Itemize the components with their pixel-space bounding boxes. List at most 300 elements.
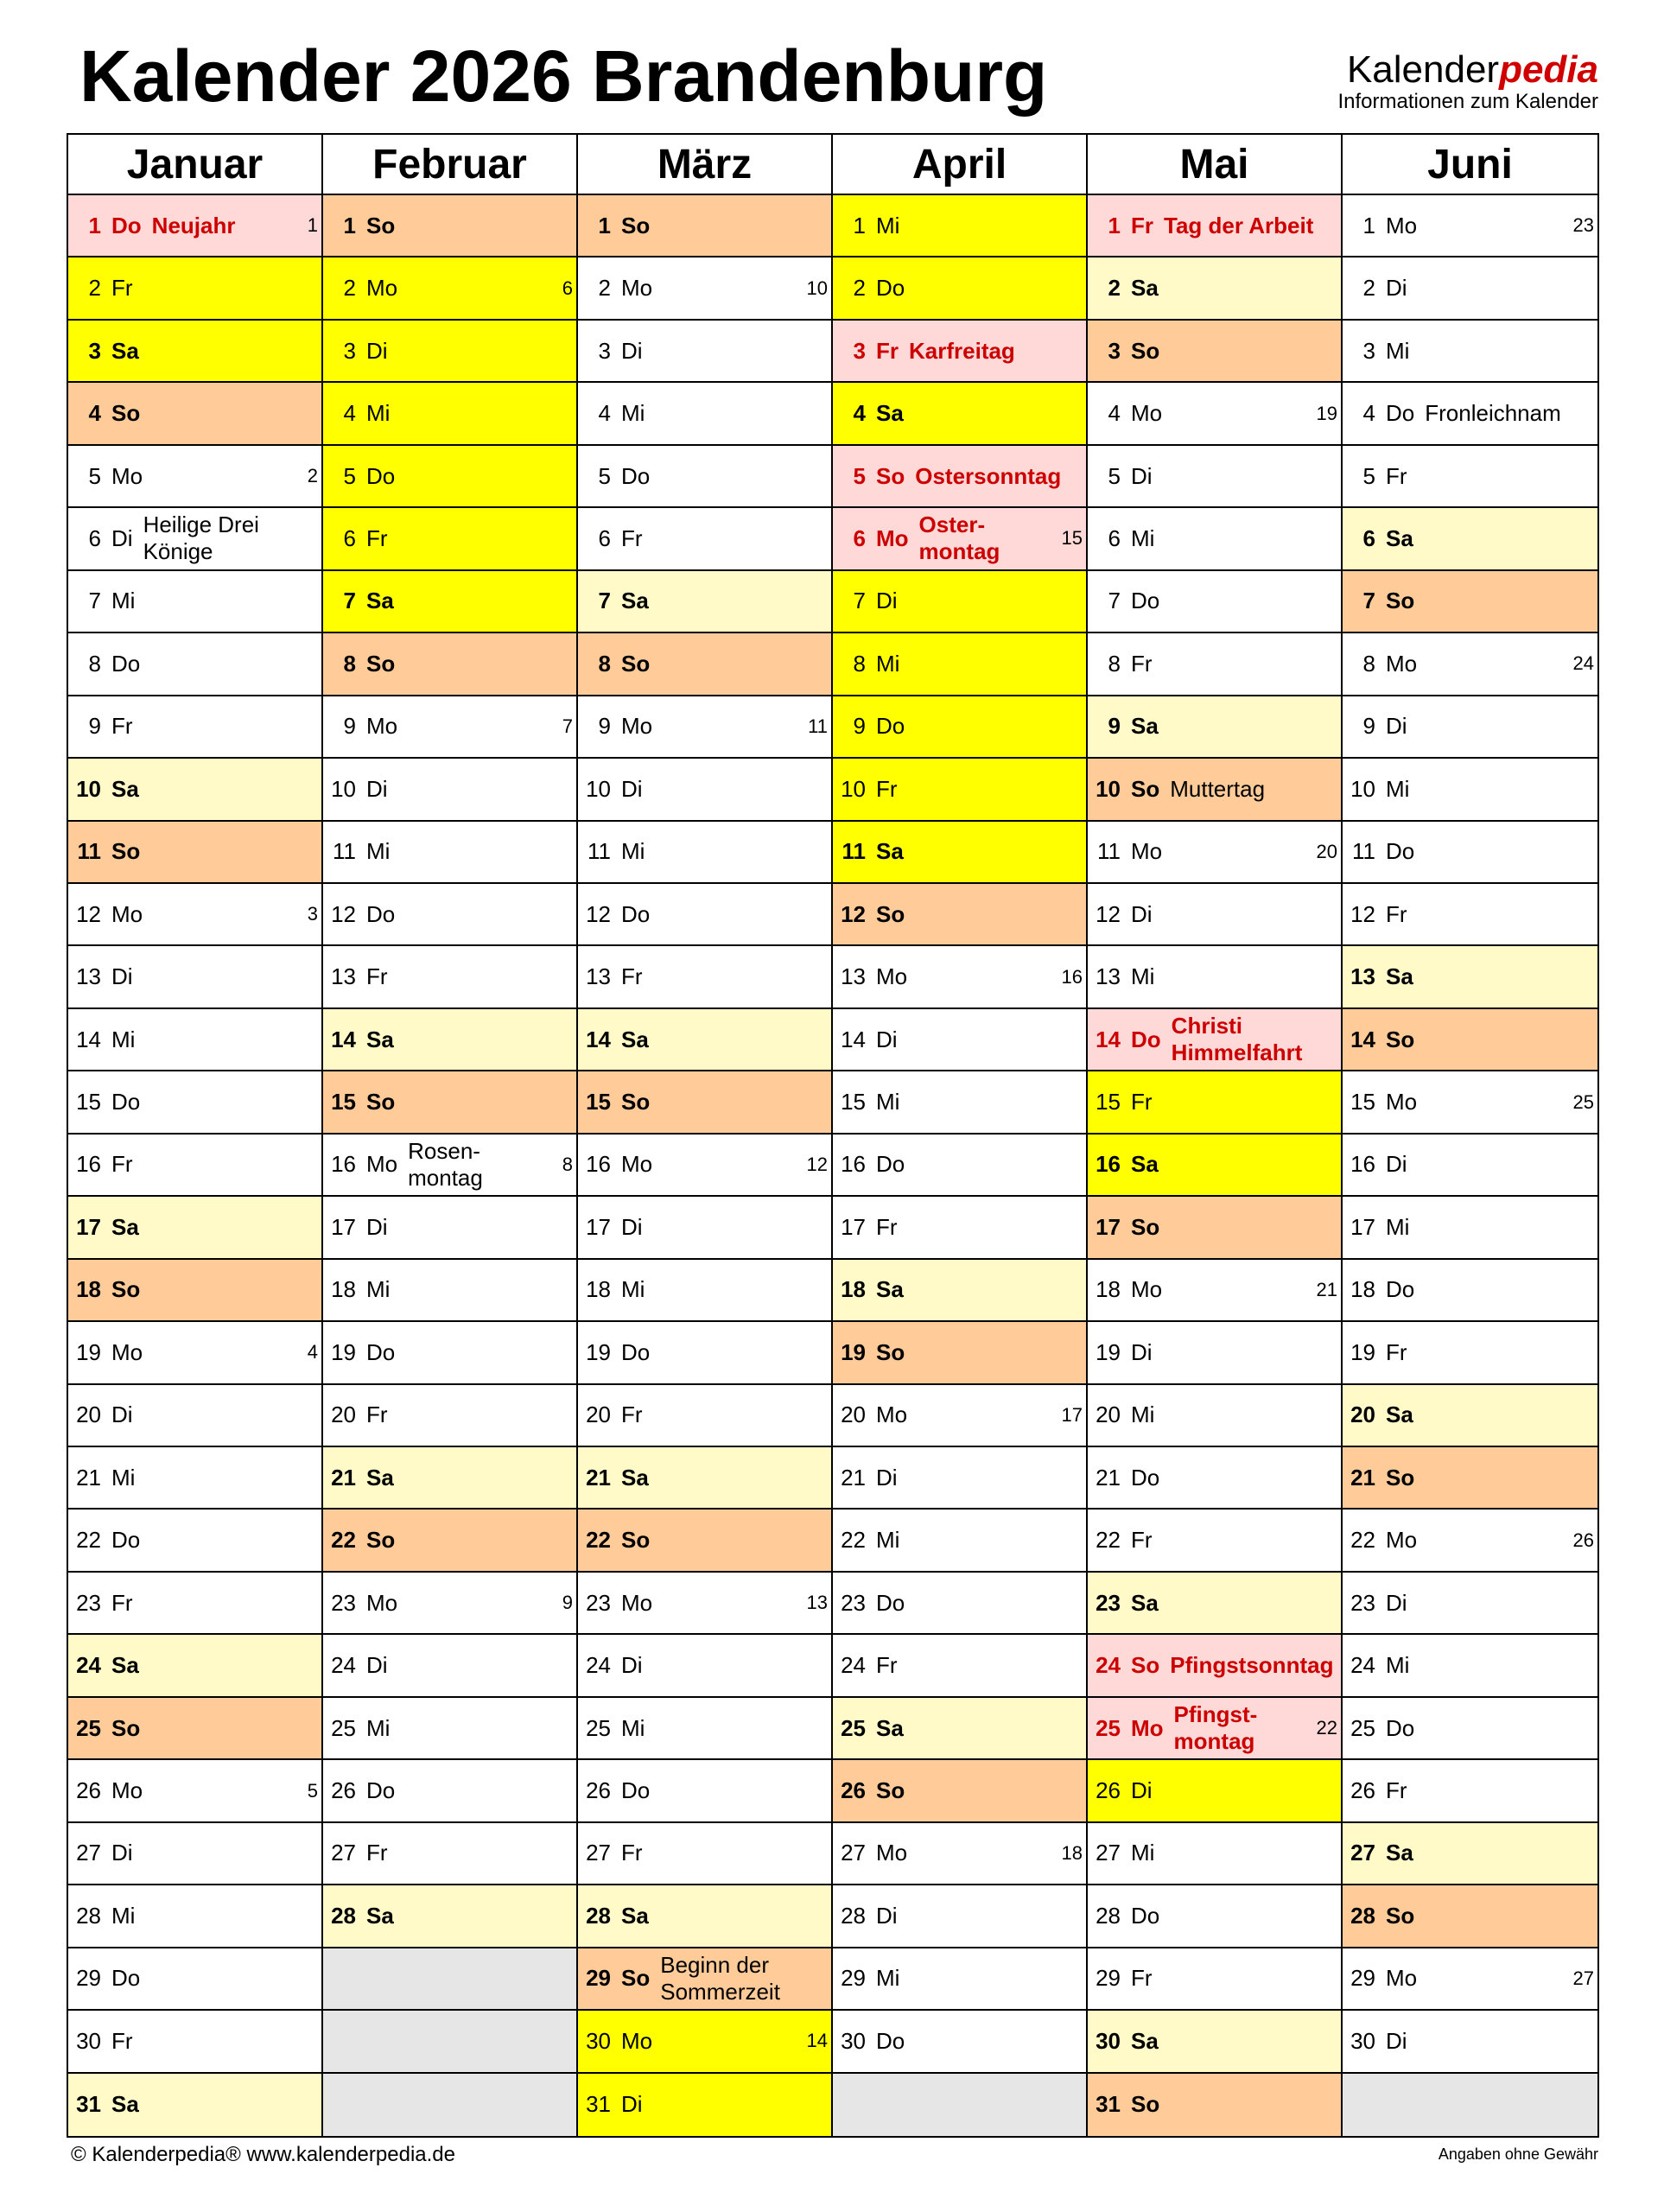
day-number: 26 bbox=[841, 1777, 866, 1803]
day-cell bbox=[68, 1510, 321, 1572]
weekday-label: Sa bbox=[1386, 1840, 1413, 1866]
day-cell bbox=[578, 321, 831, 383]
day-number: 18 bbox=[586, 1276, 611, 1303]
day-number: 8 bbox=[853, 650, 866, 677]
day-note: Ostersonntag bbox=[915, 462, 1062, 489]
day-number: 15 bbox=[586, 1089, 611, 1116]
day-cell bbox=[68, 1135, 321, 1197]
day-number: 20 bbox=[1096, 1402, 1121, 1428]
day-number: 10 bbox=[1350, 775, 1375, 802]
weekday-label: So bbox=[111, 838, 141, 865]
day-number: 2 bbox=[1362, 275, 1375, 302]
day-cell bbox=[833, 1009, 1086, 1071]
weekday-label: Sa bbox=[876, 838, 904, 865]
day-number: 13 bbox=[331, 963, 356, 990]
weekday-label: Fr bbox=[1131, 1089, 1153, 1116]
weekday-label: Fr bbox=[876, 775, 898, 802]
day-cell bbox=[833, 1760, 1086, 1822]
day-note: Beginn der Sommerzeit bbox=[660, 1951, 780, 2005]
day-number: 20 bbox=[76, 1402, 101, 1428]
day-number: 2 bbox=[343, 275, 356, 302]
weekday-label: Mi bbox=[366, 1714, 391, 1741]
day-number: 21 bbox=[1096, 1464, 1121, 1491]
calendar-grid bbox=[67, 133, 1599, 2138]
day-cell bbox=[68, 1573, 321, 1635]
day-number: 29 bbox=[76, 1965, 101, 1992]
day-cell bbox=[1088, 1135, 1341, 1197]
weekday-label: Di bbox=[111, 963, 133, 990]
day-cell bbox=[578, 633, 831, 696]
weekday-label: Fr bbox=[1131, 1527, 1153, 1554]
day-cell bbox=[1343, 1385, 1597, 1447]
empty-day-cell bbox=[323, 1948, 576, 2011]
day-number: 10 bbox=[586, 775, 611, 802]
day-number: 3 bbox=[1362, 337, 1375, 364]
day-number: 15 bbox=[331, 1089, 356, 1116]
day-number: 8 bbox=[1362, 650, 1375, 677]
day-number: 1 bbox=[853, 212, 866, 238]
weekday-label: Sa bbox=[111, 2091, 139, 2118]
day-number: 21 bbox=[1350, 1464, 1375, 1491]
weekday-label: Do bbox=[1386, 1276, 1415, 1303]
weekday-label: Mo bbox=[111, 1338, 143, 1365]
month-column bbox=[833, 135, 1088, 2136]
day-cell bbox=[833, 1197, 1086, 1259]
day-number: 11 bbox=[587, 838, 611, 865]
day-cell bbox=[833, 195, 1086, 257]
day-number: 7 bbox=[853, 588, 866, 614]
day-number: 26 bbox=[1350, 1777, 1375, 1803]
week-number: 13 bbox=[806, 1592, 828, 1614]
day-cell bbox=[1343, 1573, 1597, 1635]
month-column bbox=[323, 135, 578, 2136]
weekday-label: Mo bbox=[876, 1402, 908, 1428]
weekday-label: Sa bbox=[111, 1213, 139, 1240]
weekday-label: Do bbox=[876, 275, 905, 302]
day-cell bbox=[1088, 1885, 1341, 1948]
brand-logo[interactable] bbox=[1338, 50, 1599, 114]
day-number: 19 bbox=[841, 1338, 866, 1365]
footer-disclaimer: Angaben ohne Gewähr bbox=[1438, 2145, 1598, 2163]
day-number: 23 bbox=[76, 1589, 101, 1616]
day-number: 3 bbox=[343, 337, 356, 364]
day-number: 18 bbox=[331, 1276, 356, 1303]
day-cell bbox=[578, 1510, 831, 1572]
day-number: 10 bbox=[76, 775, 101, 802]
day-cell bbox=[578, 822, 831, 884]
day-number: 15 bbox=[76, 1089, 101, 1116]
weekday-label: Di bbox=[876, 1464, 898, 1491]
day-number: 2 bbox=[598, 275, 611, 302]
weekday-label: Mo bbox=[111, 900, 143, 927]
month-days bbox=[323, 195, 576, 2136]
day-cell bbox=[68, 1698, 321, 1760]
weekday-label: Mi bbox=[1386, 1652, 1410, 1679]
weekday-label: Fr bbox=[876, 1652, 898, 1679]
weekday-label: So bbox=[1131, 2091, 1160, 2118]
weekday-label: Mi bbox=[621, 400, 645, 427]
day-number: 26 bbox=[76, 1777, 101, 1803]
day-cell bbox=[1343, 696, 1597, 759]
day-number: 3 bbox=[88, 337, 101, 364]
weekday-label: So bbox=[366, 212, 396, 238]
day-number: 6 bbox=[343, 524, 356, 551]
weekday-label: Mo bbox=[111, 462, 143, 489]
day-number: 26 bbox=[586, 1777, 611, 1803]
day-cell bbox=[1343, 321, 1597, 383]
day-cell bbox=[323, 446, 576, 508]
weekday-label: Mo bbox=[1386, 650, 1418, 677]
day-number: 22 bbox=[1096, 1527, 1121, 1554]
day-number: 11 bbox=[842, 838, 866, 865]
week-number: 3 bbox=[307, 903, 318, 925]
day-number: 11 bbox=[1352, 838, 1375, 865]
weekday-label: Do bbox=[1131, 1902, 1160, 1929]
day-cell bbox=[833, 446, 1086, 508]
weekday-label: Fr bbox=[1386, 462, 1407, 489]
weekday-label: Do bbox=[111, 1527, 141, 1554]
day-cell bbox=[1088, 759, 1341, 821]
day-cell bbox=[578, 1698, 831, 1760]
day-cell bbox=[833, 946, 1086, 1008]
empty-day-cell bbox=[323, 2011, 576, 2073]
day-cell bbox=[578, 1009, 831, 1071]
day-cell bbox=[68, 1197, 321, 1259]
day-cell bbox=[578, 383, 831, 445]
weekday-label: Fr bbox=[876, 337, 899, 364]
weekday-label: Sa bbox=[1131, 1151, 1159, 1178]
weekday-label: Mi bbox=[111, 588, 136, 614]
day-cell bbox=[1088, 2011, 1341, 2073]
day-cell bbox=[323, 1260, 576, 1322]
month-column bbox=[1343, 135, 1597, 2136]
weekday-label: So bbox=[876, 462, 905, 489]
day-number: 7 bbox=[598, 588, 611, 614]
day-number: 24 bbox=[586, 1652, 611, 1679]
weekday-label: Do bbox=[621, 462, 651, 489]
day-cell bbox=[68, 383, 321, 445]
day-number: 4 bbox=[343, 400, 356, 427]
week-number: 15 bbox=[1061, 527, 1083, 550]
day-number: 5 bbox=[1362, 462, 1375, 489]
weekday-label: Sa bbox=[1386, 524, 1413, 551]
weekday-label: Mo bbox=[366, 1589, 398, 1616]
weekday-label: Mi bbox=[111, 1464, 136, 1491]
day-number: 28 bbox=[76, 1902, 101, 1929]
day-cell bbox=[1088, 383, 1341, 445]
weekday-label: Fr bbox=[111, 1151, 133, 1178]
day-cell bbox=[1088, 1197, 1341, 1259]
month-days bbox=[68, 195, 321, 2136]
day-number: 30 bbox=[841, 2027, 866, 2054]
day-cell bbox=[1088, 257, 1341, 320]
day-number: 12 bbox=[586, 900, 611, 927]
weekday-label: Sa bbox=[876, 400, 904, 427]
day-cell bbox=[578, 1385, 831, 1447]
day-number: 5 bbox=[853, 462, 866, 489]
day-number: 17 bbox=[76, 1213, 101, 1240]
day-cell bbox=[1343, 1260, 1597, 1322]
day-cell bbox=[1088, 2074, 1341, 2136]
day-cell bbox=[323, 1635, 576, 1697]
day-cell bbox=[1343, 1823, 1597, 1885]
weekday-label: Mi bbox=[366, 1276, 391, 1303]
day-number: 15 bbox=[1096, 1089, 1121, 1116]
day-cell bbox=[578, 1322, 831, 1384]
day-number: 19 bbox=[1350, 1338, 1375, 1365]
day-number: 7 bbox=[1108, 588, 1121, 614]
weekday-label: Di bbox=[366, 1652, 388, 1679]
weekday-label: Sa bbox=[366, 1026, 394, 1052]
day-note: Heilige Drei Könige bbox=[143, 512, 259, 565]
day-note: Muttertag bbox=[1170, 775, 1266, 802]
day-number: 14 bbox=[586, 1026, 611, 1052]
day-cell bbox=[578, 1071, 831, 1134]
week-number: 5 bbox=[307, 1779, 318, 1802]
weekday-label: Di bbox=[366, 1213, 388, 1240]
day-cell bbox=[1088, 633, 1341, 696]
day-note: Fronleichnam bbox=[1425, 400, 1561, 427]
week-number: 16 bbox=[1061, 965, 1083, 988]
weekday-label: Sa bbox=[111, 337, 139, 364]
day-number: 27 bbox=[841, 1840, 866, 1866]
month-header: Februar bbox=[323, 135, 576, 195]
day-cell bbox=[1088, 1635, 1341, 1697]
day-number: 19 bbox=[1096, 1338, 1121, 1365]
week-number: 4 bbox=[307, 1341, 318, 1363]
day-number: 9 bbox=[343, 713, 356, 740]
day-cell bbox=[578, 257, 831, 320]
weekday-label: Fr bbox=[366, 1840, 388, 1866]
day-cell bbox=[1088, 822, 1341, 884]
weekday-label: Fr bbox=[111, 275, 133, 302]
brand-name-plain: Kalender bbox=[1346, 48, 1500, 91]
day-cell bbox=[578, 884, 831, 946]
weekday-label: So bbox=[1131, 775, 1160, 802]
day-number: 2 bbox=[853, 275, 866, 302]
weekday-label: Di bbox=[1131, 900, 1153, 927]
day-number: 12 bbox=[1350, 900, 1375, 927]
day-cell bbox=[323, 1135, 576, 1197]
week-number: 7 bbox=[562, 715, 573, 737]
day-cell bbox=[1088, 321, 1341, 383]
weekday-label: Sa bbox=[876, 1714, 904, 1741]
day-number: 15 bbox=[841, 1089, 866, 1116]
day-cell bbox=[1343, 1009, 1597, 1071]
day-cell bbox=[578, 946, 831, 1008]
day-number: 17 bbox=[1350, 1213, 1375, 1240]
day-number: 10 bbox=[331, 775, 356, 802]
weekday-label: Mo bbox=[1131, 1714, 1164, 1741]
day-cell bbox=[1088, 1698, 1341, 1760]
day-cell bbox=[833, 383, 1086, 445]
day-cell bbox=[68, 1260, 321, 1322]
day-cell bbox=[1343, 946, 1597, 1008]
day-number: 26 bbox=[331, 1777, 356, 1803]
weekday-label: So bbox=[1131, 1652, 1160, 1679]
weekday-label: Sa bbox=[111, 775, 139, 802]
day-cell bbox=[833, 321, 1086, 383]
weekday-label: So bbox=[876, 900, 905, 927]
day-number: 24 bbox=[1350, 1652, 1375, 1679]
day-number: 5 bbox=[343, 462, 356, 489]
day-cell bbox=[1343, 759, 1597, 821]
day-cell bbox=[1088, 1260, 1341, 1322]
weekday-label: Do bbox=[1131, 1026, 1161, 1052]
brand-name-accent: pedia bbox=[1499, 48, 1598, 91]
day-cell bbox=[578, 195, 831, 257]
day-number: 23 bbox=[586, 1589, 611, 1616]
day-number: 16 bbox=[76, 1151, 101, 1178]
day-number: 14 bbox=[331, 1026, 356, 1052]
weekday-label: Mi bbox=[366, 400, 391, 427]
day-number: 1 bbox=[1362, 212, 1375, 238]
day-cell bbox=[1343, 508, 1597, 570]
weekday-label: Mi bbox=[621, 1714, 645, 1741]
month-days bbox=[578, 195, 831, 2136]
day-number: 6 bbox=[1362, 524, 1375, 551]
weekday-label: Do bbox=[111, 1965, 141, 1992]
weekday-label: Mo bbox=[1131, 1276, 1163, 1303]
weekday-label: Mo bbox=[621, 2027, 653, 2054]
brand-tagline: Informationen zum Kalender bbox=[1337, 90, 1598, 113]
weekday-label: Mo bbox=[876, 1840, 908, 1866]
day-number: 1 bbox=[1108, 212, 1121, 238]
day-number: 25 bbox=[586, 1714, 611, 1741]
weekday-label: Di bbox=[111, 1402, 133, 1428]
weekday-label: So bbox=[1386, 1026, 1415, 1052]
week-number: 12 bbox=[806, 1153, 828, 1175]
day-cell bbox=[1088, 1009, 1341, 1071]
weekday-label: Sa bbox=[1131, 2027, 1159, 2054]
day-number: 9 bbox=[1362, 713, 1375, 740]
day-cell bbox=[1088, 1322, 1341, 1384]
day-cell bbox=[323, 571, 576, 633]
day-number: 17 bbox=[841, 1213, 866, 1240]
day-cell bbox=[833, 1071, 1086, 1134]
weekday-label: So bbox=[366, 1527, 396, 1554]
day-number: 24 bbox=[841, 1652, 866, 1679]
weekday-label: Sa bbox=[621, 588, 649, 614]
weekday-label: Di bbox=[621, 775, 643, 802]
weekday-label: Do bbox=[1386, 838, 1415, 865]
weekday-label: Mo bbox=[1131, 400, 1163, 427]
weekday-label: Mo bbox=[621, 1589, 653, 1616]
weekday-label: Mi bbox=[366, 838, 391, 865]
week-number: 2 bbox=[307, 465, 318, 487]
day-number: 13 bbox=[841, 963, 866, 990]
day-cell bbox=[833, 633, 1086, 696]
day-cell bbox=[578, 1447, 831, 1510]
day-number: 30 bbox=[1350, 2027, 1375, 2054]
day-cell bbox=[1343, 1698, 1597, 1760]
day-cell bbox=[323, 321, 576, 383]
day-cell bbox=[833, 1885, 1086, 1948]
day-number: 27 bbox=[76, 1840, 101, 1866]
day-cell bbox=[68, 1071, 321, 1134]
day-number: 3 bbox=[853, 337, 866, 364]
weekday-label: Do bbox=[876, 713, 905, 740]
week-number: 14 bbox=[806, 2030, 828, 2052]
weekday-label: Di bbox=[111, 1840, 133, 1866]
day-cell bbox=[68, 1322, 321, 1384]
day-cell bbox=[578, 571, 831, 633]
weekday-label: Fr bbox=[366, 963, 388, 990]
day-cell bbox=[578, 1573, 831, 1635]
weekday-label: Fr bbox=[111, 713, 133, 740]
day-cell bbox=[1088, 571, 1341, 633]
day-number: 8 bbox=[343, 650, 356, 677]
day-cell bbox=[323, 257, 576, 320]
weekday-label: Sa bbox=[1131, 1589, 1159, 1616]
day-number: 18 bbox=[76, 1276, 101, 1303]
day-cell bbox=[323, 1009, 576, 1071]
weekday-label: Mo bbox=[366, 275, 398, 302]
weekday-label: Sa bbox=[1131, 713, 1159, 740]
month-days bbox=[1343, 195, 1597, 2136]
day-cell bbox=[578, 446, 831, 508]
weekday-label: So bbox=[621, 1089, 651, 1116]
day-number: 31 bbox=[1096, 2091, 1121, 2118]
weekday-label: Mi bbox=[111, 1902, 136, 1929]
day-cell bbox=[833, 508, 1086, 570]
day-number: 5 bbox=[1108, 462, 1121, 489]
month-days bbox=[833, 195, 1086, 2136]
week-number: 25 bbox=[1572, 1090, 1594, 1113]
weekday-label: Do bbox=[111, 650, 141, 677]
weekday-label: Fr bbox=[1386, 1338, 1407, 1365]
day-number: 8 bbox=[1108, 650, 1121, 677]
weekday-label: Do bbox=[621, 1338, 651, 1365]
day-number: 5 bbox=[598, 462, 611, 489]
weekday-label: Sa bbox=[366, 588, 394, 614]
day-number: 23 bbox=[1350, 1589, 1375, 1616]
weekday-label: Do bbox=[366, 900, 396, 927]
weekday-label: Sa bbox=[1386, 963, 1413, 990]
weekday-label: Mo bbox=[621, 275, 653, 302]
day-number: 21 bbox=[586, 1464, 611, 1491]
weekday-label: Mi bbox=[621, 838, 645, 865]
day-cell bbox=[68, 1447, 321, 1510]
day-note: Pfingst- montag bbox=[1173, 1701, 1258, 1755]
weekday-label: So bbox=[621, 212, 651, 238]
week-number: 21 bbox=[1316, 1278, 1337, 1300]
day-cell bbox=[833, 1823, 1086, 1885]
weekday-label: Do bbox=[621, 1777, 651, 1803]
day-number: 10 bbox=[1096, 775, 1121, 802]
day-cell bbox=[1343, 1135, 1597, 1197]
day-number: 12 bbox=[841, 900, 866, 927]
day-cell bbox=[68, 446, 321, 508]
weekday-label: Di bbox=[621, 337, 643, 364]
day-number: 13 bbox=[1096, 963, 1121, 990]
weekday-label: Di bbox=[1131, 462, 1153, 489]
day-cell bbox=[323, 1573, 576, 1635]
day-cell bbox=[833, 1635, 1086, 1697]
day-number: 14 bbox=[841, 1026, 866, 1052]
day-number: 11 bbox=[77, 838, 101, 865]
day-number: 16 bbox=[1096, 1151, 1121, 1178]
day-cell bbox=[1343, 195, 1597, 257]
weekday-label: So bbox=[876, 1777, 905, 1803]
day-number: 6 bbox=[1108, 524, 1121, 551]
weekday-label: Di bbox=[1386, 1151, 1407, 1178]
day-number: 17 bbox=[1096, 1213, 1121, 1240]
weekday-label: Do bbox=[1131, 588, 1160, 614]
weekday-label: Mo bbox=[366, 713, 398, 740]
day-cell bbox=[1343, 1635, 1597, 1697]
weekday-label: Di bbox=[1131, 1777, 1153, 1803]
